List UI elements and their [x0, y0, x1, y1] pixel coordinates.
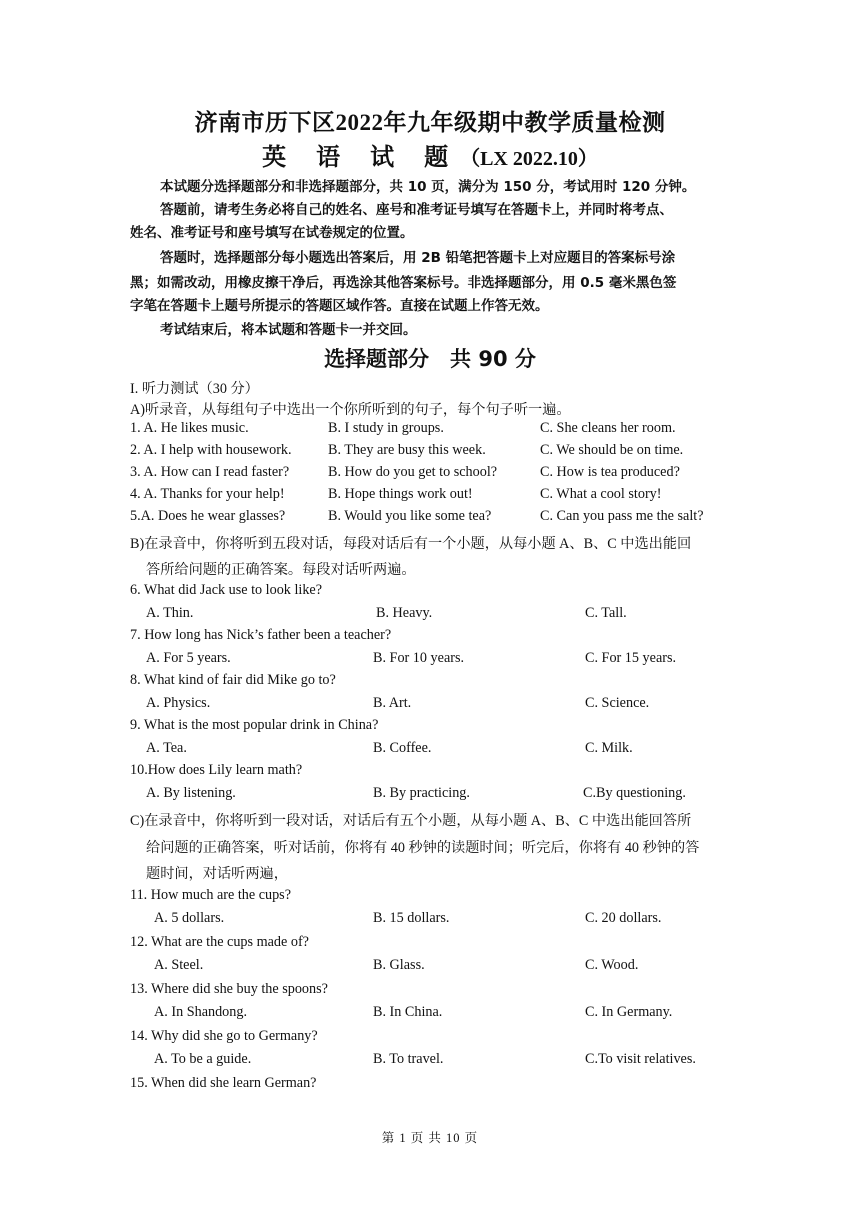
- option-c: C. What a cool story!: [540, 486, 662, 502]
- option-a: A. In Shandong.: [154, 1004, 248, 1020]
- option-b: B. How do you get to school?: [328, 464, 498, 480]
- option-a: A. To be a guide.: [154, 1051, 252, 1067]
- question-text: 7. How long has Nick’s father been a teacher?: [130, 627, 392, 643]
- instruction-line: 答题前，请考生务必将自己的姓名、座号和准考证号填写在答题卡上，并同时将考点、: [160, 202, 673, 218]
- option-a: 4. A. Thanks for your help!: [130, 486, 285, 502]
- option-b: B. Heavy.: [376, 605, 433, 621]
- option-a: A. Physics.: [146, 695, 211, 711]
- page-number: 第 1 页 共 10 页: [381, 1131, 479, 1145]
- question-text: 8. What kind of fair did Mike go to?: [130, 672, 336, 688]
- question-text: 6. What did Jack use to look like?: [130, 582, 323, 598]
- option-c: C. Milk.: [585, 740, 633, 756]
- instruction-line: 本试题分选择题部分和非选择题部分，共 10 页，满分为 150 分，考试用时 120 分钟。: [160, 179, 696, 195]
- question-text: 12. What are the cups made of?: [130, 934, 309, 950]
- option-a: A. Steel.: [154, 957, 204, 973]
- option-c: C. Wood.: [585, 957, 639, 973]
- option-b: B. For 10 years.: [373, 650, 465, 666]
- option-a: A. By listening.: [146, 785, 236, 801]
- part-c-intro: C)在录音中，你将听到一段对话，对话后有五个小题，从每小题 A、B、C 中选出能回答所: [130, 813, 692, 829]
- option-b: B. 15 dollars.: [373, 910, 450, 926]
- option-a: A. 5 dollars.: [154, 910, 225, 926]
- option-b: B. By practicing.: [373, 785, 470, 801]
- part-c-intro: 给问题的正确答案，听对话前，你将有 40 秒钟的读题时间；听完后，你将有 40 秒钟的答: [146, 840, 700, 856]
- option-b: B. They are busy this week.: [328, 442, 486, 458]
- option-a: A. Thin.: [146, 605, 194, 621]
- option-a: A. Tea.: [146, 740, 187, 756]
- option-a: 3. A. How can I read faster?: [130, 464, 290, 480]
- part-a-intro: A)听录音，从每组句子中选出一个你所听到的句子，每个句子听一遍。: [130, 402, 571, 418]
- option-a: 5.A. Does he wear glasses?: [130, 508, 286, 524]
- exam-title: 济南市历下区2022年九年级期中教学质量检测: [194, 110, 666, 135]
- option-c: C. Can you pass me the salt?: [540, 508, 704, 524]
- part-c-intro: 题时间，对话听两遍，: [146, 866, 288, 882]
- option-b: B. Hope things work out!: [328, 486, 473, 502]
- option-c: C.By questioning.: [583, 785, 686, 801]
- question-text: 15. When did she learn German?: [130, 1075, 317, 1091]
- option-b: B. I study in groups.: [328, 420, 444, 436]
- option-b: B. Art.: [373, 695, 412, 711]
- option-c: C. Science.: [585, 695, 650, 711]
- instruction-line: 字笔在答题卡上题号所提示的答题区域作答。直接在试题上作答无效。: [130, 298, 549, 314]
- option-b: B. Glass.: [373, 957, 425, 973]
- option-c: C. We should be on time.: [540, 442, 684, 458]
- option-b: B. Would you like some tea?: [328, 508, 492, 524]
- instruction-line: 姓名、准考证号和座号填写在试卷规定的位置。: [130, 225, 414, 241]
- part-heading: I. 听力测试（30 分）: [130, 381, 259, 397]
- question-text: 11. How much are the cups?: [130, 887, 292, 903]
- exam-subtitle: [0, 137, 860, 172]
- subject-title: 英 语 试 题: [262, 145, 461, 171]
- option-c: C. She cleans her room.: [540, 420, 676, 436]
- question-text: 14. Why did she go to Germany?: [130, 1028, 318, 1044]
- option-c: C.To visit relatives.: [585, 1051, 696, 1067]
- option-c: C. For 15 years.: [585, 650, 677, 666]
- option-c: C. Tall.: [585, 605, 627, 621]
- part-b-intro: 答所给问题的正确答案。每段对话听两遍。: [146, 562, 416, 578]
- instruction-line: 答题时，选择题部分每小题选出答案后，用 2B 铅笔把答题卡上对应题目的答案标号涂: [160, 250, 676, 266]
- option-c: C. How is tea produced?: [540, 464, 680, 480]
- option-c: C. In Germany.: [585, 1004, 673, 1020]
- option-b: B. In China.: [373, 1004, 443, 1020]
- option-b: B. Coffee.: [373, 740, 432, 756]
- instruction-line: 考试结束后，将本试题和答题卡一并交回。: [160, 322, 417, 338]
- option-c: C. 20 dollars.: [585, 910, 662, 926]
- question-text: 13. Where did she buy the spoons?: [130, 981, 328, 997]
- section-title: 选择题部分 共 90 分: [324, 347, 536, 371]
- part-b-intro: B)在录音中，你将听到五段对话，每段对话后有一个小题，从每小题 A、B、C 中选出能回: [130, 536, 692, 552]
- question-text: 10.How does Lily learn math?: [130, 762, 303, 778]
- instruction-line: 黑；如需改动，用橡皮擦干净后，再选涂其他答案标号。非选择题部分，用 0.5 毫米黑色签: [130, 275, 677, 291]
- question-text: 9. What is the most popular drink in China?: [130, 717, 379, 733]
- option-a: A. For 5 years.: [146, 650, 231, 666]
- option-a: 1. A. He likes music.: [130, 420, 249, 436]
- option-a: 2. A. I help with housework.: [130, 442, 292, 458]
- option-b: B. To travel.: [373, 1051, 444, 1067]
- exam-code: （LX 2022.10）: [460, 148, 598, 170]
